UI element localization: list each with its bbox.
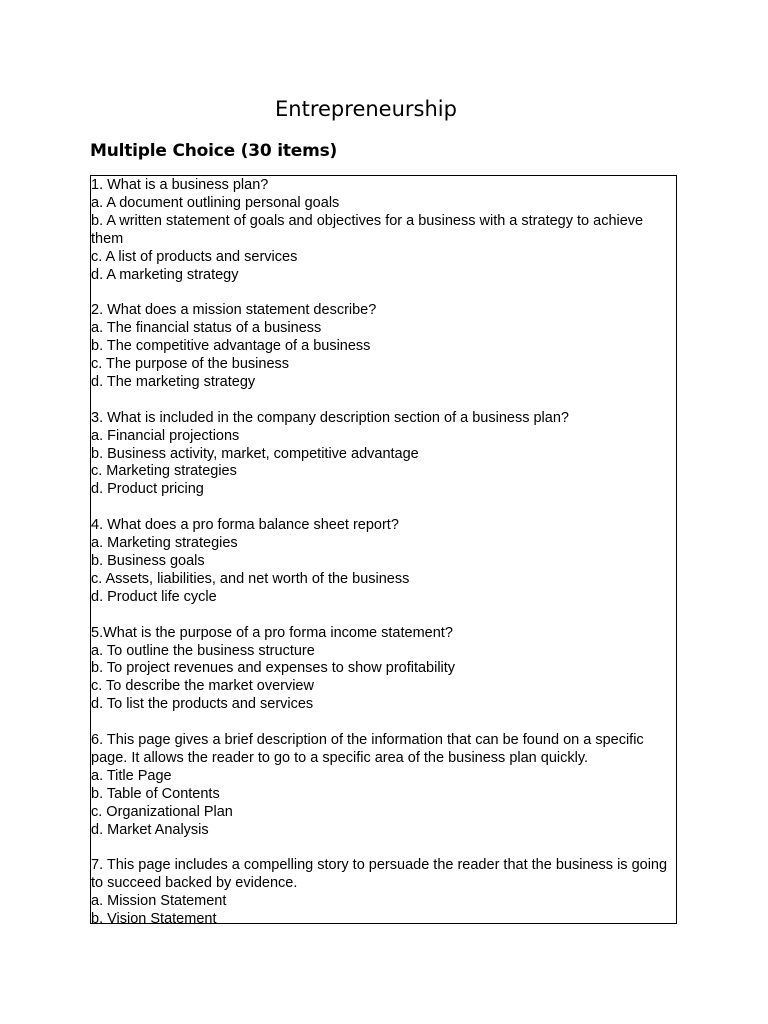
option-d: d. The marketing strategy <box>91 373 256 390</box>
option-d: d. Product pricing <box>91 481 204 498</box>
question-6 <box>91 732 676 839</box>
option-b: b. A written statement of goals and objectives for a business with a strategy to achieve them <box>91 212 644 247</box>
option-b: b. Business activity, market, competitive advantage <box>91 445 419 462</box>
question-2 <box>91 302 676 392</box>
question-text: 3. What is included in the company description section of a business plan? <box>91 409 569 426</box>
question-4 <box>91 517 676 607</box>
option-d: d. Market Analysis <box>91 821 209 838</box>
option-b: b. Business goals <box>91 552 205 569</box>
option-a: a. Marketing strategies <box>91 535 238 552</box>
option-c: c. Organizational Plan <box>91 803 233 820</box>
question-text: 2. What does a mission statement describe? <box>91 302 377 319</box>
question-text: 6. This page gives a brief description of the information that can be found on a specific page. It allows the reader to go to a specific area of the business plan quickly. <box>91 732 644 766</box>
option-c: c. The purpose of the business <box>91 356 290 373</box>
option-a: a. Title Page <box>91 767 172 784</box>
question-text: 5.What is the purpose of a pro forma income statement? <box>91 624 453 641</box>
question-box <box>90 175 677 924</box>
option-c: c. Assets, liabilities, and net worth of the business <box>91 570 410 587</box>
option-b: b. Table of Contents <box>91 785 220 802</box>
question-text: 7. This page includes a compelling story to persuade the reader that the business is going to succeed backed by evidence. <box>91 857 668 892</box>
page-title: Entrepreneurship <box>275 97 457 121</box>
question-1 <box>91 177 676 284</box>
question-7 <box>91 857 676 924</box>
option-a: a. To outline the business structure <box>91 642 315 659</box>
option-a: a. Mission Statement <box>91 893 227 910</box>
option-b: b. Vision Statement <box>91 911 217 924</box>
option-d: d. To list the products and services <box>91 696 314 713</box>
option-d: d. A marketing strategy <box>91 266 239 283</box>
section-heading: Multiple Choice (30 items) <box>90 141 338 161</box>
option-c: c. Marketing strategies <box>91 463 237 480</box>
option-b: b. To project revenues and expenses to show profitability <box>91 660 456 677</box>
option-a: a. The financial status of a business <box>91 320 322 337</box>
question-text: 4. What does a pro forma balance sheet report? <box>91 517 399 534</box>
option-a: a. A document outlining personal goals <box>91 194 340 211</box>
option-c: c. To describe the market overview <box>91 678 314 695</box>
option-a: a. Financial projections <box>91 427 240 444</box>
option-d: d. Product life cycle <box>91 588 217 605</box>
question-5 <box>91 625 676 715</box>
option-c: c. A list of products and services <box>91 248 298 265</box>
question-text: 1. What is a business plan? <box>91 177 269 193</box>
option-b: b. The competitive advantage of a business <box>91 338 371 355</box>
question-3 <box>91 410 676 500</box>
